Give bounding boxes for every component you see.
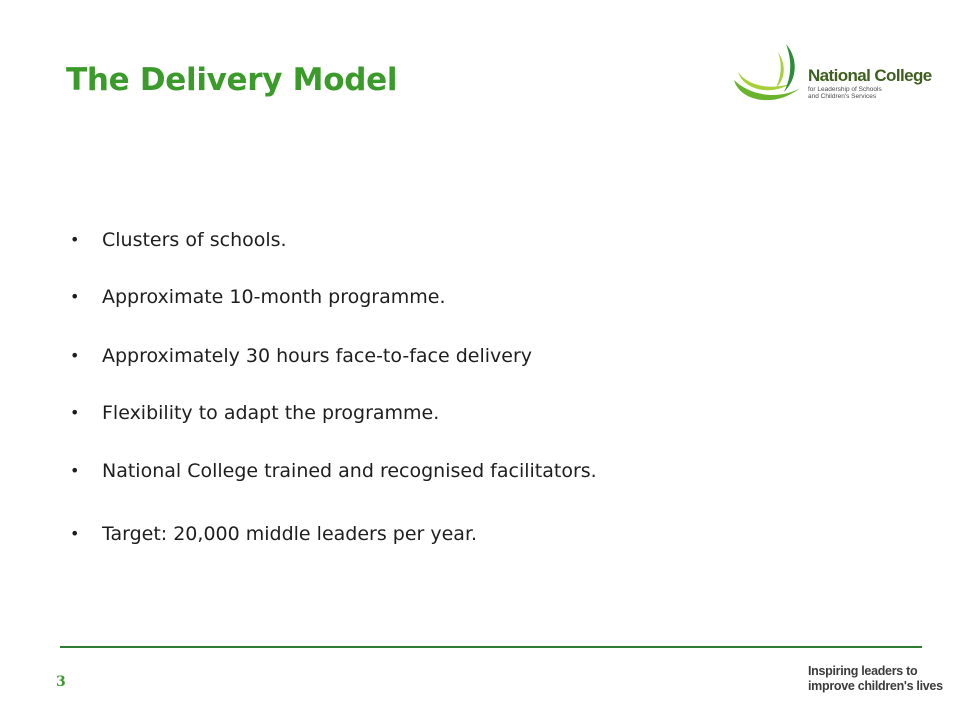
logo-name: National College xyxy=(808,66,932,85)
logo-subtitle-line: and Children's Services xyxy=(808,93,877,100)
bullet-dot: • xyxy=(70,287,80,306)
bullet-dot: • xyxy=(70,461,80,480)
bullet-dot: • xyxy=(70,346,80,365)
footer-divider xyxy=(60,646,922,648)
logo-subtitle xyxy=(808,86,928,100)
bullet-text: Flexibility to adapt the programme. xyxy=(102,402,440,424)
footer-tagline xyxy=(808,664,943,694)
bullet-text: Approximate 10-month programme. xyxy=(102,286,446,308)
bullet-dot: • xyxy=(70,403,80,422)
page-number: 3 xyxy=(56,674,66,690)
slide-title: The Delivery Model xyxy=(66,62,398,98)
bullet-dot: • xyxy=(70,524,80,543)
national-college-logo xyxy=(730,38,930,108)
bullet-text: Target: 20,000 middle leaders per year. xyxy=(102,523,478,545)
bullet-text: Clusters of schools. xyxy=(102,229,287,251)
logo-subtitle-line: for Leadership of Schools xyxy=(808,86,882,93)
crescent-leaf-icon xyxy=(730,38,810,108)
bullet-text: National College trained and recognised facilitators. xyxy=(102,460,597,482)
bullet-text: Approximately 30 hours face-to-face delivery xyxy=(102,345,533,367)
bullet-dot: • xyxy=(70,230,80,249)
tagline-line: improve children's lives xyxy=(808,679,943,693)
tagline-line: Inspiring leaders to xyxy=(808,664,918,678)
